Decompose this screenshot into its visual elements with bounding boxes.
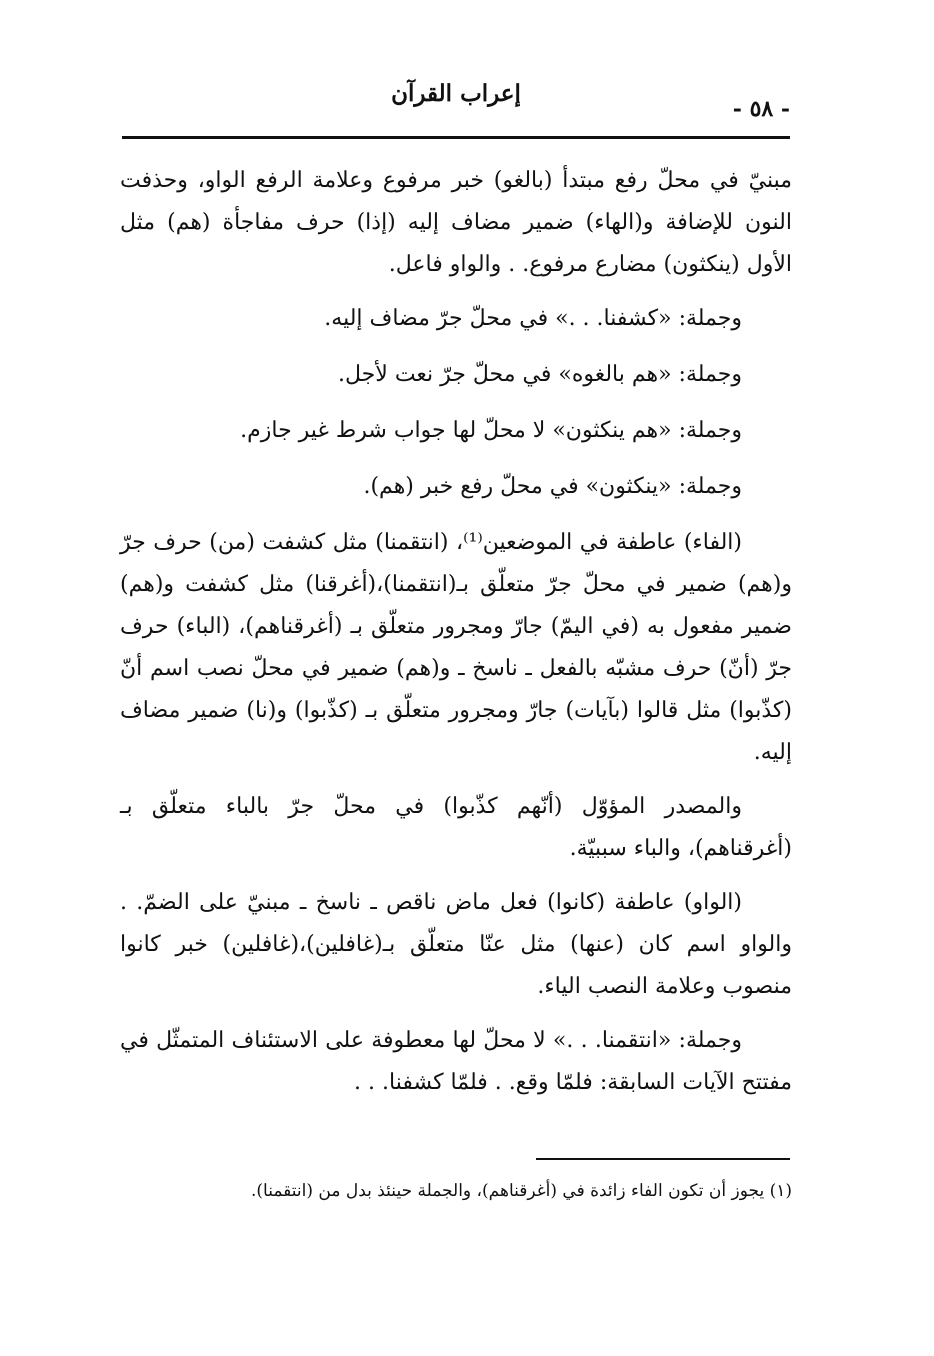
- paragraph: وجملة: «انتقمنا. . .» لا محلّ لها معطوفة على الاستئناف المتمثّل في مفتتح الآيات السابقة: فلمّا وقع. . فلمّا كشفنا. . .: [120, 1028, 792, 1095]
- footnote-divider: [536, 1158, 790, 1160]
- footnote: (١) يجوز أن تكون الفاء زائدة في (أغرقناهم)، والجملة حينئذ بدل من (انتقمنا).: [251, 1181, 792, 1201]
- book-title: إعراب القرآن: [391, 80, 521, 107]
- page-number: - ٥٨ -: [732, 96, 790, 122]
- header-divider: [122, 136, 790, 139]
- paragraph: وجملة: «كشفنا. . .» في محلّ جرّ مضاف إليه.: [324, 306, 742, 331]
- paragraph: (الواو) عاطفة (كانوا) فعل ماض ناقص ـ ناسخ ـ مبنيّ على الضمّ. . والواو اسم كان (عنها) مثل عنّا متعلّق بـ(غافلين)،(غافلين) خبر كانوا منصوب وعلامة النصب الياء.: [120, 890, 792, 999]
- page-header: [122, 72, 790, 136]
- paragraph: والمصدر المؤوّل (أنّهم كذّبوا) في محلّ جرّ بالباء متعلّق بـ (أغرقناهم)، والباء سببيّة.: [120, 794, 792, 861]
- paragraph: وجملة: «هم ينكثون» لا محلّ لها جواب شرط غير جازم.: [240, 418, 742, 443]
- paragraph: (الفاء) عاطفة في الموضعين⁽¹⁾، (انتقمنا) مثل كشفت (من) حرف جرّ و(هم) ضمير في محلّ جرّ متعلّق بـ(انتقمنا)،(أغرقنا) مثل كشفت و(هم) ضمير مفعول به (في اليمّ) جارّ ومجرور متعلّق بـ (أغرقناهم)، (الباء) حرف جرّ (أنّ) حرف مشبّه بالفعل ـ ناسخ ـ و(هم) ضمير في محلّ نصب اسم أنّ (كذّبوا) مثل قالوا (بآيات) جارّ ومجرور متعلّق بـ (كذّبوا) و(نا) ضمير مضاف إليه.: [120, 530, 792, 765]
- paragraph: وجملة: «هم بالغوه» في محلّ جرّ نعت لأجل.: [338, 362, 742, 387]
- paragraph: مبنيّ في محلّ رفع مبتدأ (بالغو) خبر مرفوع وعلامة الرفع الواو، وحذفت النون للإضافة و(الهاء) ضمير مضاف إليه (إذا) حرف مفاجأة (هم) مثل الأول (ينكثون) مضارع مرفوع. . والواو فاعل.: [120, 168, 792, 277]
- paragraph: وجملة: «ينكثون» في محلّ رفع خبر (هم).: [363, 474, 742, 499]
- page-body: [120, 160, 792, 1116]
